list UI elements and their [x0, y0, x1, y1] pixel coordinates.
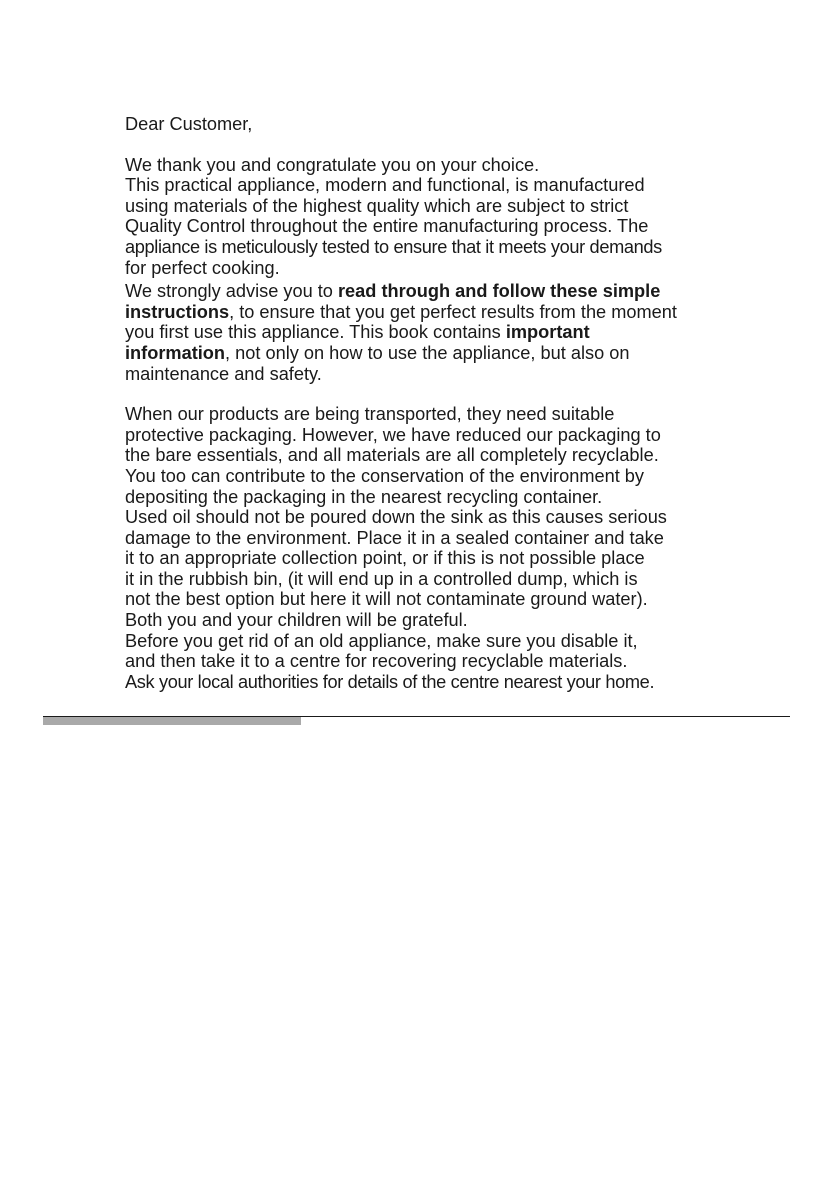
paragraph-line: When our products are being transported, they need suitable	[125, 404, 615, 425]
paragraph-line: Both you and your children will be grateful.	[125, 610, 468, 631]
paragraph-line: for perfect cooking.	[125, 257, 280, 278]
paragraph-line	[125, 343, 725, 364]
paragraph-line: using materials of the highest quality which are subject to strict	[125, 195, 629, 216]
paragraph-line: protective packaging. However, we have reduced our packaging to	[125, 424, 661, 445]
letter-body	[125, 114, 725, 692]
emphasis-information: information	[125, 342, 226, 363]
paragraph-line: We thank you and congratulate you on your choice.	[125, 154, 540, 175]
text-run: , to ensure that you get perfect results from the moment	[229, 301, 677, 322]
paragraph-line: damage to the environment. Place it in a sealed container and take	[125, 527, 664, 548]
paragraph-line	[125, 322, 725, 343]
paragraph-line: and then take it to a centre for recovering recyclable materials.	[125, 651, 628, 672]
paragraph-line: not the best option but here it will not contaminate ground water).	[125, 589, 648, 610]
paragraph-line	[125, 281, 725, 302]
text-run: We strongly advise you to	[125, 281, 338, 302]
paragraph-line: You too can contribute to the conservation of the environment by	[125, 465, 645, 486]
paragraph-line: Quality Control throughout the entire manufacturing process. The	[125, 216, 649, 237]
greeting: Dear Customer,	[125, 114, 253, 134]
paragraph-line: it in the rubbish bin, (it will end up in a controlled dump, which is	[125, 568, 638, 589]
paragraph-line: the bare essentials, and all materials are all completely recyclable.	[125, 445, 659, 466]
paragraph-environment	[125, 404, 725, 692]
text-run: , not only on how to use the appliance, but also on	[225, 342, 630, 363]
paragraph-line: it to an appropriate collection point, or if this is not possible place	[125, 548, 645, 569]
paragraph-line: appliance is meticulously tested to ensure that it meets your demands	[125, 236, 662, 257]
paragraph-instructions	[125, 281, 725, 384]
paragraph-line: Before you get rid of an old appliance, make sure you disable it,	[125, 630, 638, 651]
paragraph-line	[125, 302, 725, 323]
paragraph-line: Used oil should not be poured down the sink as this causes serious	[125, 507, 667, 528]
paragraph-line: maintenance and safety.	[125, 363, 322, 384]
paragraph-line: Ask your local authorities for details of the centre nearest your home.	[125, 671, 655, 692]
emphasis-read-instructions: read through and follow these simple	[337, 281, 661, 302]
footer-accent-bar	[43, 717, 301, 725]
emphasis-important: important	[505, 322, 590, 343]
paragraph-line: This practical appliance, modern and functional, is manufactured	[125, 175, 645, 196]
text-run: you first use this appliance. This book contains	[125, 322, 506, 343]
paragraph-line: depositing the packaging in the nearest recycling container.	[125, 486, 603, 507]
paragraph-thanks	[125, 155, 725, 279]
emphasis-instructions: instructions	[125, 301, 230, 322]
